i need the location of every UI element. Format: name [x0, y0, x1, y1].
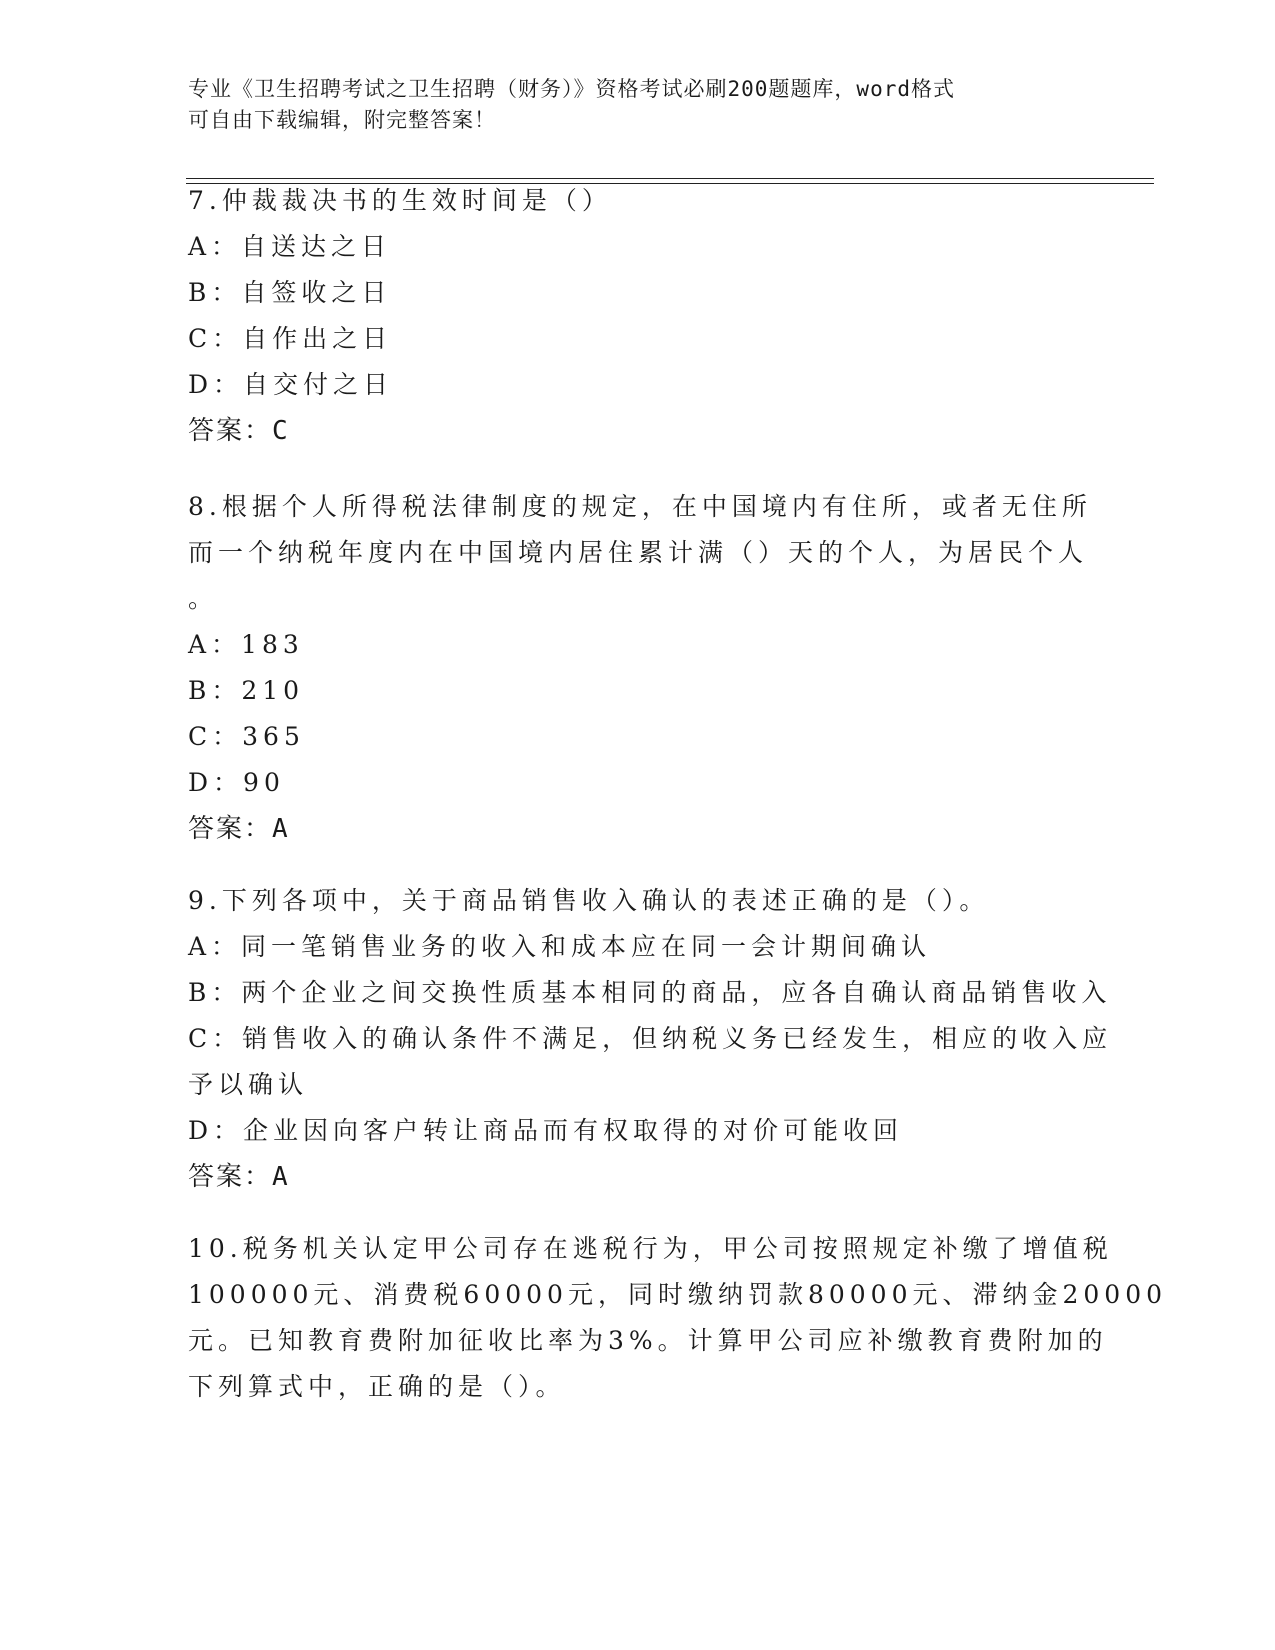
- option-a: A：183: [188, 630, 304, 659]
- answer: 答案：A: [188, 814, 290, 844]
- question-text: 10.税务机关认定甲公司存在逃税行为，甲公司按照规定补缴了增值税: [188, 1234, 1113, 1263]
- option-d: D：企业因向客户转让商品而有权取得的对价可能收回: [188, 1116, 904, 1145]
- document-header: [188, 74, 1078, 136]
- option-c-continued: 予以确认: [188, 1070, 309, 1099]
- question-10: [188, 1226, 1168, 1410]
- option-c: C：销售收入的确认条件不满足，但纳税义务已经发生，相应的收入应: [188, 1024, 1113, 1053]
- option-b: B：210: [188, 676, 305, 705]
- answer: 答案：C: [188, 416, 290, 446]
- question-text: 而一个纳税年度内在中国境内居住累计满（）天的个人，为居民个人: [188, 538, 1089, 567]
- question-text: 元。已知教育费附加征收比率为3%。计算甲公司应补缴教育费附加的: [188, 1326, 1108, 1355]
- question-7: [188, 178, 1088, 454]
- option-a: A：同一笔销售业务的收入和成本应在同一会计期间确认: [188, 932, 932, 961]
- option-c: C：自作出之日: [188, 324, 393, 353]
- header-line-1: 专业《卫生招聘考试之卫生招聘（财务）》资格考试必刷200题题库，word格式: [188, 77, 955, 101]
- question-8: [188, 484, 1092, 852]
- question-text: 100000元、消费税60000元，同时缴纳罚款80000元、滞纳金20000: [188, 1280, 1168, 1309]
- option-b: B：自签收之日: [188, 278, 392, 307]
- option-a: A：自送达之日: [188, 232, 392, 261]
- header-line-2: 可自由下载编辑，附完整答案！: [188, 108, 496, 132]
- option-d: D：90: [188, 768, 285, 797]
- question-text: 下列算式中，正确的是（）。: [188, 1372, 566, 1401]
- question-text: 9.下列各项中，关于商品销售收入确认的表述正确的是（）。: [188, 886, 990, 915]
- option-d: D：自交付之日: [188, 370, 394, 399]
- question-text: 7.仲裁裁决书的生效时间是（）: [188, 186, 612, 215]
- answer: 答案：A: [188, 1162, 290, 1192]
- question-text: 。: [188, 584, 219, 613]
- option-c: C：365: [188, 722, 305, 751]
- option-b: B：两个企业之间交换性质基本相同的商品，应各自确认商品销售收入: [188, 978, 1112, 1007]
- question-text: 8.根据个人所得税法律制度的规定，在中国境内有住所，或者无住所: [188, 492, 1092, 521]
- question-9: [188, 878, 1113, 1200]
